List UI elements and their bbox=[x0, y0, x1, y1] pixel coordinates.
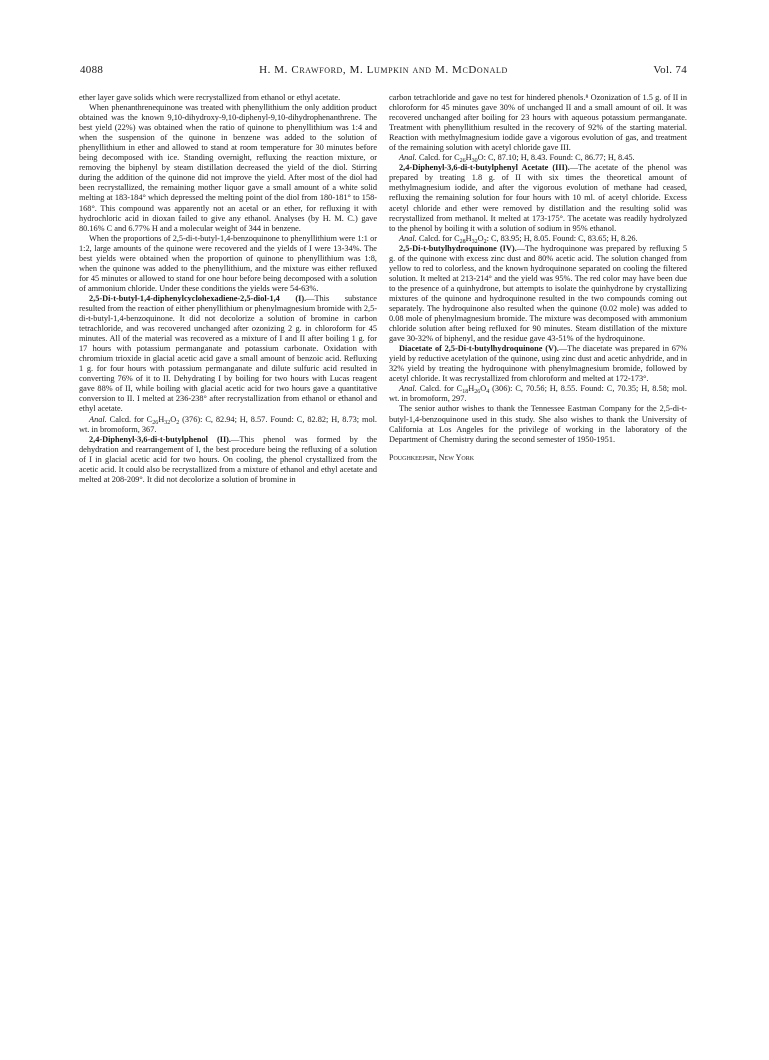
compound-paragraph bbox=[389, 344, 687, 384]
subscript: 28 bbox=[459, 238, 466, 245]
text-run: Calcd. for C bbox=[106, 414, 153, 424]
text-run: —The acetate of the phenol was prepared by treating 1.8 g. of II with six times the theoretical amount of methylmagnesium iodide, and after the vigorous evolution of methane had ceased, refluxing the remaining solution for four hours with 10 ml. of acetyl chloride. Excess acetyl chloride and ether were removed by distillation and the resulting solid was recrystallized from methanol. It melted at 173-175°. The acetate was readily hydrolyzed to the phenol by boiling it with a solution of sodium in 95% ethanol. bbox=[389, 163, 687, 233]
subscript: 2 bbox=[176, 419, 180, 426]
compound-heading: 2,4-Diphenyl-3,6-di-t-butylphenol (II). bbox=[89, 434, 232, 444]
running-head-authors: H. M. Crawford, M. Lumpkin and M. McDonald bbox=[259, 64, 508, 76]
paragraph: carbon tetrachloride and gave no test for hindered phenols.⁸ Ozonization of 1.5 g. of II in chloroform for 45 minutes gave 30% of unchanged II and a small amount of oil. It was recovered unchanged after boiling for 23 hours with aqueous potassium permanganate. Treatment with phenyllithium resulted in the recovery of 92% of the starting material. Reaction with methylmagnesium iodide gave a vigorous evolution of gas, and treatment of the remaining solution with acetyl chloride gave III. bbox=[389, 93, 687, 153]
compound-heading: 2,5-Di-t-butylhydroquinone (IV). bbox=[399, 243, 517, 253]
subscript: 30 bbox=[471, 158, 478, 165]
author-address: Poughkeepsie, New York bbox=[389, 452, 475, 462]
text-run: Calcd. for C bbox=[416, 153, 460, 163]
text-run: H bbox=[158, 414, 165, 424]
text-run: —The hydroquinone was prepared by refluxing 5 g. of the quinone with excess zinc dust and 80% acetic acid. The solution changed from yellow to red to colorless, and the known hydroquinone separated on cooling the filtered solution. It melted at 213-214° and the yield was 95%. The red color may have been due to the presence of a quinhydrone, but attempts to isolate the quinhydrone by crystallizing mixtures of the quinone and hydroquinone resulted in the two compounds coming out separately. The hydroquinone also resulted when the quinone (0.02 mole) was added to 0.08 mole of phenylmagnesium bromide. The mixture was decomposed with ammonium chloride solution after being refluxed for 90 minutes. Steam distillation of the mixture gave 30-32% of biphenyl, and the residue gave 43-51% of the hydroquinone. bbox=[389, 243, 687, 344]
text-run: : C, 83.95; H, 8.05. Found: C, 83.65; H, 8.26. bbox=[486, 233, 638, 243]
page-header bbox=[80, 64, 687, 78]
right-column bbox=[389, 93, 687, 463]
compound-paragraph bbox=[79, 294, 377, 415]
text-run: When phenanthrenequinone was treated with phenyllithium the only addition product obtained was the known 9,10-dihydroxy-9,10-diphenyl-9,10-dihydrophenanthrene. bbox=[79, 103, 377, 123]
subscript: 26 bbox=[459, 158, 466, 165]
compound-paragraph bbox=[389, 244, 687, 344]
compound-heading: 2,5-Di-t-butyl-1,4-diphenylcyclohexadiene-2,5-diol-1,4 (I). bbox=[89, 293, 307, 303]
text-run: —The diacetate was prepared in 67% yield by reductive acetylation of the quinone, using zinc dust and acetic anhydride, and in 32% yield by treating the hydroquinone with phenylmagnesium bromide, followed by acetyl chloride. It was recrystallized from chloroform and melted at 172-173°. bbox=[389, 344, 687, 384]
text-run: —This substance resulted from the reaction of either phenyllithium or phenylmagnesium bromide with 2,5-di-t-butyl-1,4-benzoquinone. It did not decolorize a solution of bromine in carbon tetrachloride, and was recovered unchanged after ozonizing 2 g. in chloroform for 45 minutes. All of the material was recovered as a mixture of I and II after boiling 1 g. for 17 hours with potassium permanganate and potassium carbonate. Oxidation with chromium trioxide in glacial acetic acid gave a small amount of benzoic acid. Refluxing 1 g. for four hours with potassium permanganate and dilute sulfuric acid resulted in converting 76% of it to II. Dehydrating I by boiling for two hours with Lucas reagent gave 88% of II, while boiling with glacial acetic acid for two hours gave a quantitative conversion to II. I melted at 236-238° after recrystallization from ethanol or ethanol and ethyl acetate. bbox=[79, 293, 377, 414]
text-run: (306): C, 70.56; H, 8.55. Found: C, 70.35; H, 8.58; mol. wt. in bromoform, 297. bbox=[389, 384, 687, 404]
left-column bbox=[79, 93, 377, 485]
text-run: O bbox=[170, 414, 177, 424]
anal-label: Anal. bbox=[89, 414, 107, 424]
text-run: Calcd. for C bbox=[416, 233, 460, 243]
text-run: Calcd. for C bbox=[416, 384, 463, 394]
subscript: 26 bbox=[474, 389, 481, 396]
subscript: 4 bbox=[486, 389, 490, 396]
acknowledgement: The senior author wishes to thank the Tennessee Eastman Company for the 2,5-di-t-butyl-1,4-benzoquinone used in this study. She also wishes to thank the University of California at Los Angeles for the privilege of working in the laboratory of the Department of Chemistry during the second semester of 1950-1951. bbox=[389, 404, 687, 444]
paragraph: When the proportions of 2,5-di-t-butyl-1,4-benzoquinone to phenyllithium were 1:1 or 1:2, large amounts of the quinone were recovered and the yields of I were 13-34%. The best yields were obtained when the proportion of quinone to phenyllithium was 1:8, when the quinone was added to the phenyllithium, and the mixture was either refluxed for 45 minutes or allowed to stand for one hour before being decomposed with a solution of ammonium chloride. Under these conditions the yields were 54-63%. bbox=[79, 233, 377, 293]
anal-label: Anal. bbox=[399, 153, 417, 163]
text-run: The best yield (22%) was obtained when the ratio of quinone to phenyllithium was 1:4 and when the suspension of the quinone in benzene was added to the solution of phenyllithium in ether and allowed to stand at room temperature for 30 minutes before being decomposed with ice. Standing overnight, refluxing the reaction mixture, or removing the biphenyl by steam distillation decreased the yield of the diol. Stirring during the addition of the quinone did not improve the yield. After most of the diol had been recrystallized, the remaining mother liquor gave a small amount of a white solid melting at 183-184° which depressed the melting point of the diol from 180-181° to 158-168°. This compound was apparently not an acetal or an ether, for refluxing it with hydrochloric acid in dioxan failed to give any ethanol. Analyses (by H. M. C.) gave 80.16% C and 6.77% H and a molecular weight of 344 in benzene. bbox=[79, 113, 377, 233]
subscript: 2 bbox=[483, 238, 487, 245]
analysis-line bbox=[389, 384, 687, 404]
text-run: H bbox=[465, 153, 472, 163]
page-number: 4088 bbox=[80, 64, 104, 76]
subscript: 26 bbox=[152, 419, 159, 426]
compound-paragraph bbox=[79, 435, 377, 485]
text-run: (376): C, 82.94; H, 8.57. Found: C, 82.82; H, 8.73; mol. wt. in bromoform, 367. bbox=[79, 414, 377, 434]
subscript: 32 bbox=[164, 419, 171, 426]
analysis-line bbox=[79, 415, 377, 435]
text-run: O bbox=[480, 384, 487, 394]
compound-paragraph bbox=[389, 163, 687, 233]
compound-heading: 2,4-Diphenyl-3,6-di-t-butylphenyl Acetate (III). bbox=[399, 163, 570, 173]
subscript: 18 bbox=[462, 389, 469, 396]
text-run: —This phenol was formed by the dehydration and rearrangement of I, the best procedure being the refluxing of a solution of I in glacial acetic acid for two hours. On cooling, the phenol crystallized from the acetic acid. It could also be recrystallized from a mixture of ethanol and ethyl acetate and melted at 208-209°. It did not decolorize a solution of bromine in bbox=[79, 434, 377, 484]
text-run: H bbox=[468, 384, 475, 394]
text-run: O: C, 87.10; H, 8.43. Found: C, 86.77; H, 8.45. bbox=[477, 153, 635, 163]
analysis-line bbox=[389, 153, 687, 163]
paragraph: ether layer gave solids which were recrystallized from ethanol or ethyl acetate. bbox=[79, 93, 341, 102]
anal-label: Anal. bbox=[399, 384, 417, 394]
text-run: H bbox=[465, 233, 472, 243]
compound-heading: Diacetate of 2,5-Di-t-butylhydroquinone (V). bbox=[399, 344, 559, 354]
analysis-line bbox=[389, 234, 687, 244]
subscript: 32 bbox=[471, 238, 478, 245]
volume-number: Vol. 74 bbox=[653, 64, 687, 76]
anal-label: Anal. bbox=[399, 233, 417, 243]
text-run: O bbox=[477, 233, 484, 243]
paragraph bbox=[79, 103, 377, 234]
